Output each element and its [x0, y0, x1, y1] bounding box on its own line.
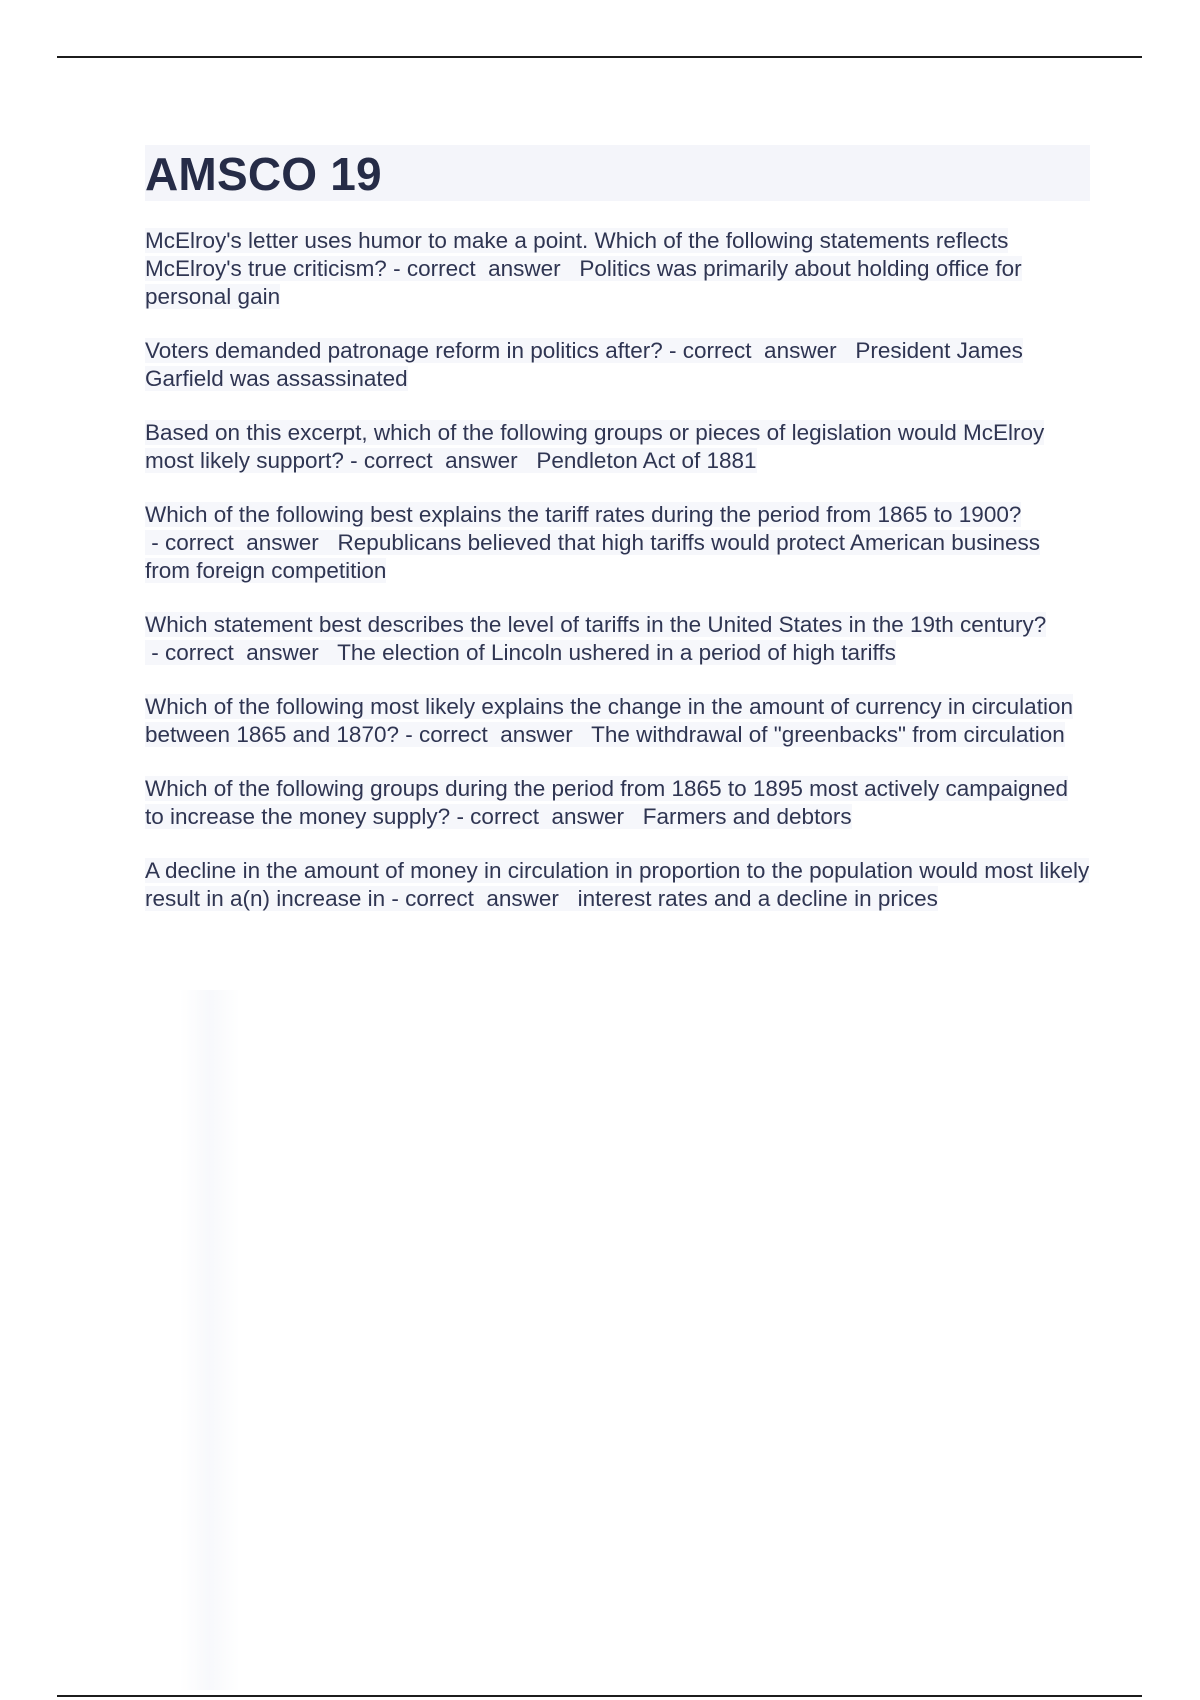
document-title: AMSCO 19: [145, 145, 1090, 201]
answer-separator: - correct answer: [145, 530, 338, 555]
qa-item: [145, 227, 1090, 311]
question-text: McElroy's letter uses humor to make a point. Which of the following statements reflects McElroy's true criticism?: [145, 228, 1009, 281]
question-text: Voters demanded patronage reform in politics after?: [145, 338, 663, 363]
question-text: Based on this excerpt, which of the following groups or pieces of legislation would McElroy most likely support?: [145, 420, 1045, 473]
qa-item: [145, 419, 1090, 475]
answer-separator: - correct answer: [398, 722, 592, 747]
question-text: Which of the following best explains the tariff rates during the period from 1865 to 1900?: [145, 502, 1022, 527]
qa-item: [145, 775, 1090, 831]
question-text: Which statement best describes the level of tariffs in the United States in the 19th century?: [145, 612, 1047, 637]
answer-separator: - correct answer: [385, 886, 578, 911]
scan-shadow: [180, 990, 240, 1690]
qa-item: [145, 857, 1090, 913]
answer-text: The withdrawal of "greenbacks" from circulation: [591, 722, 1065, 747]
answer-separator: - correct answer: [386, 256, 580, 281]
answer-text: interest rates and a decline in prices: [577, 886, 938, 911]
qa-item: [145, 611, 1090, 667]
answer-text: President James Garfield was assassinated: [145, 338, 1023, 391]
answer-separator: - correct answer: [662, 338, 856, 363]
question-text: Which of the following groups during the period from 1865 to 1895 most actively campaigned to increase the money supply?: [145, 776, 1069, 829]
answer-text: Pendleton Act of 1881: [536, 448, 757, 473]
question-text: Which of the following most likely explains the change in the amount of currency in circulation between 1865 and 1870?: [145, 694, 1073, 747]
answer-separator: - correct answer: [145, 640, 338, 665]
bottom-rule: [57, 1695, 1142, 1697]
top-rule: [57, 56, 1142, 58]
answer-separator: - correct answer: [343, 448, 537, 473]
document-body: [145, 145, 1090, 939]
answer-text: Farmers and debtors: [642, 804, 852, 829]
answer-separator: - correct answer: [450, 804, 643, 829]
qa-list: [145, 227, 1090, 913]
answer-text: Politics was primarily about holding office for personal gain: [145, 256, 1022, 309]
qa-item: [145, 501, 1090, 585]
answer-text: Republicans believed that high tariffs would protect American business from foreign competition: [145, 530, 1041, 583]
question-text: A decline in the amount of money in circulation in proportion to the population would most likely result in a(n) increase in: [145, 858, 1090, 911]
qa-item: [145, 337, 1090, 393]
qa-item: [145, 693, 1090, 749]
answer-text: The election of Lincoln ushered in a period of high tariffs: [337, 640, 896, 665]
